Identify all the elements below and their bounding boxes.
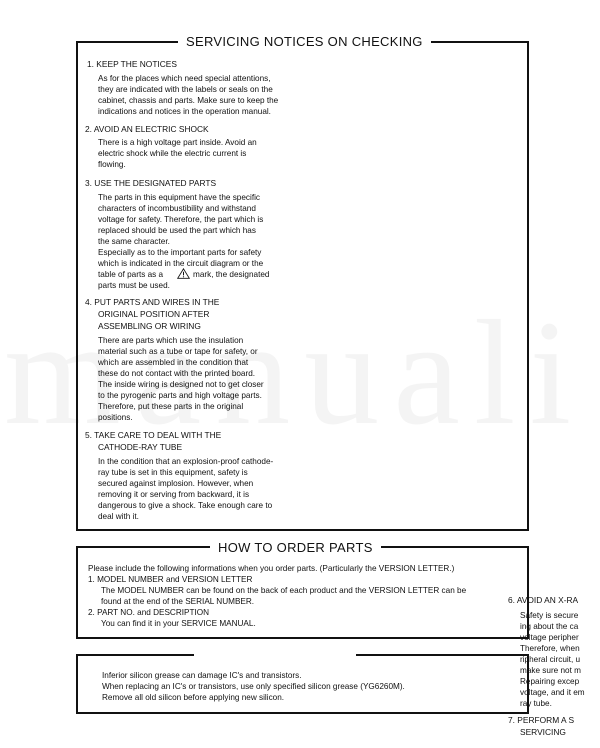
section3-line: characters of incombustibility and withstand [98, 204, 256, 213]
section3-line: parts must be used. [98, 281, 170, 290]
section2-line: flowing. [98, 160, 126, 169]
order-item2-line: You can find it in your SERVICE MANUAL. [101, 619, 256, 628]
next-column-clip [506, 590, 600, 748]
section5-line: In the condition that an explosion-proof cathode- [98, 457, 274, 466]
section5-line: secured against implosion. However, when [98, 479, 254, 488]
section5-line: ray tube is set in this equipment, safety is [98, 468, 248, 477]
section4-line: which are assembled in the condition that [98, 358, 249, 367]
order-intro: Please include the following informations when you order parts. (Particularly the VERSION LETTER.) [88, 564, 455, 573]
section3-line: replaced should be used the part which has [98, 226, 256, 235]
section6-line: make sure not m [520, 666, 581, 675]
section4-heading: ASSEMBLING OR WIRING [98, 321, 201, 331]
section6-heading: 6. AVOID AN X-RA [508, 595, 579, 605]
section2-line: There is a high voltage part inside. Avoid an [98, 138, 257, 147]
section5-heading: 5. TAKE CARE TO DEAL WITH THE [85, 430, 222, 440]
section4-line: positions. [98, 413, 133, 422]
section5-line: removing it or serving from backward, it is [98, 490, 250, 499]
section1-line: As for the places which need special attentions, [98, 74, 271, 83]
section5-heading: CATHODE-RAY TUBE [98, 442, 183, 452]
order-parts-title: HOW TO ORDER PARTS [210, 540, 381, 555]
section3-line: the same character. [98, 237, 170, 246]
grease-line: When replacing an IC's or transistors, use only specified silicon grease (YG6260M). [102, 682, 405, 691]
order-item2-heading: 2. PART NO. and DESCRIPTION [88, 608, 210, 617]
section4-line: There are parts which use the insulation [98, 336, 244, 345]
section6-line: ing about the ca [520, 622, 579, 631]
section3-mark-suffix: mark, the designated [193, 270, 270, 279]
section6-line: Safety is secure [520, 611, 579, 620]
section6-line: Repairing excep [520, 677, 580, 686]
section2-line: electric shock while the electric current is [98, 149, 247, 158]
section4-heading: ORIGINAL POSITION AFTER [98, 309, 210, 319]
section1-line: cabinet, chassis and parts. Make sure to keep the [98, 96, 279, 105]
order-item1-line: The MODEL NUMBER can be found on the back of each product and the VERSION LETTER can be [101, 586, 467, 595]
section3-line: Especially as to the important parts for safety [98, 248, 262, 257]
section6-line: Therefore, when [520, 644, 580, 653]
section3-line: The parts in this equipment have the specific [98, 193, 261, 202]
section5-line: dangerous to give a shock. Take enough care to [98, 501, 273, 510]
section4-heading: 4. PUT PARTS AND WIRES IN THE [85, 297, 220, 307]
section7-heading: SERVICING [520, 727, 566, 737]
warning-triangle-icon [177, 268, 190, 279]
section6-line: voltage, and it em [520, 688, 585, 697]
section7-heading: 7. PERFORM A S [508, 715, 575, 725]
section1-line: indications and notices in the operation manual. [98, 107, 271, 116]
section4-line: to the pyrogenic parts and high voltage parts. [98, 391, 262, 400]
section6-line: voltage peripher [520, 633, 579, 642]
order-item1-line: found at the end of the SERIAL NUMBER. [101, 597, 255, 606]
section4-line: these do not contact with the printed board. [98, 369, 256, 378]
servicing-notices-title: SERVICING NOTICES ON CHECKING [178, 34, 431, 49]
section4-line: Therefore, put these parts in the original [98, 402, 244, 411]
grease-line: Remove all old silicon before applying new silicon. [102, 693, 285, 702]
grease-line: Inferior silicon grease can damage IC's and transistors. [102, 671, 302, 680]
section1-heading: 1. KEEP THE NOTICES [87, 59, 177, 69]
section6-line: ripheral circuit, u [520, 655, 581, 664]
section5-line: deal with it. [98, 512, 139, 521]
section3-heading: 3. USE THE DESIGNATED PARTS [85, 178, 217, 188]
grease-title-gap [194, 652, 356, 657]
section2-heading: 2. AVOID AN ELECTRIC SHOCK [85, 124, 209, 134]
section1-line: they are indicated with the labels or seals on the [98, 85, 273, 94]
section4-line: material such as a tube or tape for safety, or [98, 347, 258, 356]
section3-line: voltage for safety. Therefore, the part which is [98, 215, 264, 224]
section6-line: ray tube. [520, 699, 552, 708]
order-item1-heading: 1. MODEL NUMBER and VERSION LETTER [88, 575, 253, 584]
section4-line: The inside wiring is designed not to get closer [98, 380, 264, 389]
section3-line: which is indicated in the circuit diagram or the [98, 259, 264, 268]
section3-mark-prefix: table of parts as a [98, 270, 164, 279]
